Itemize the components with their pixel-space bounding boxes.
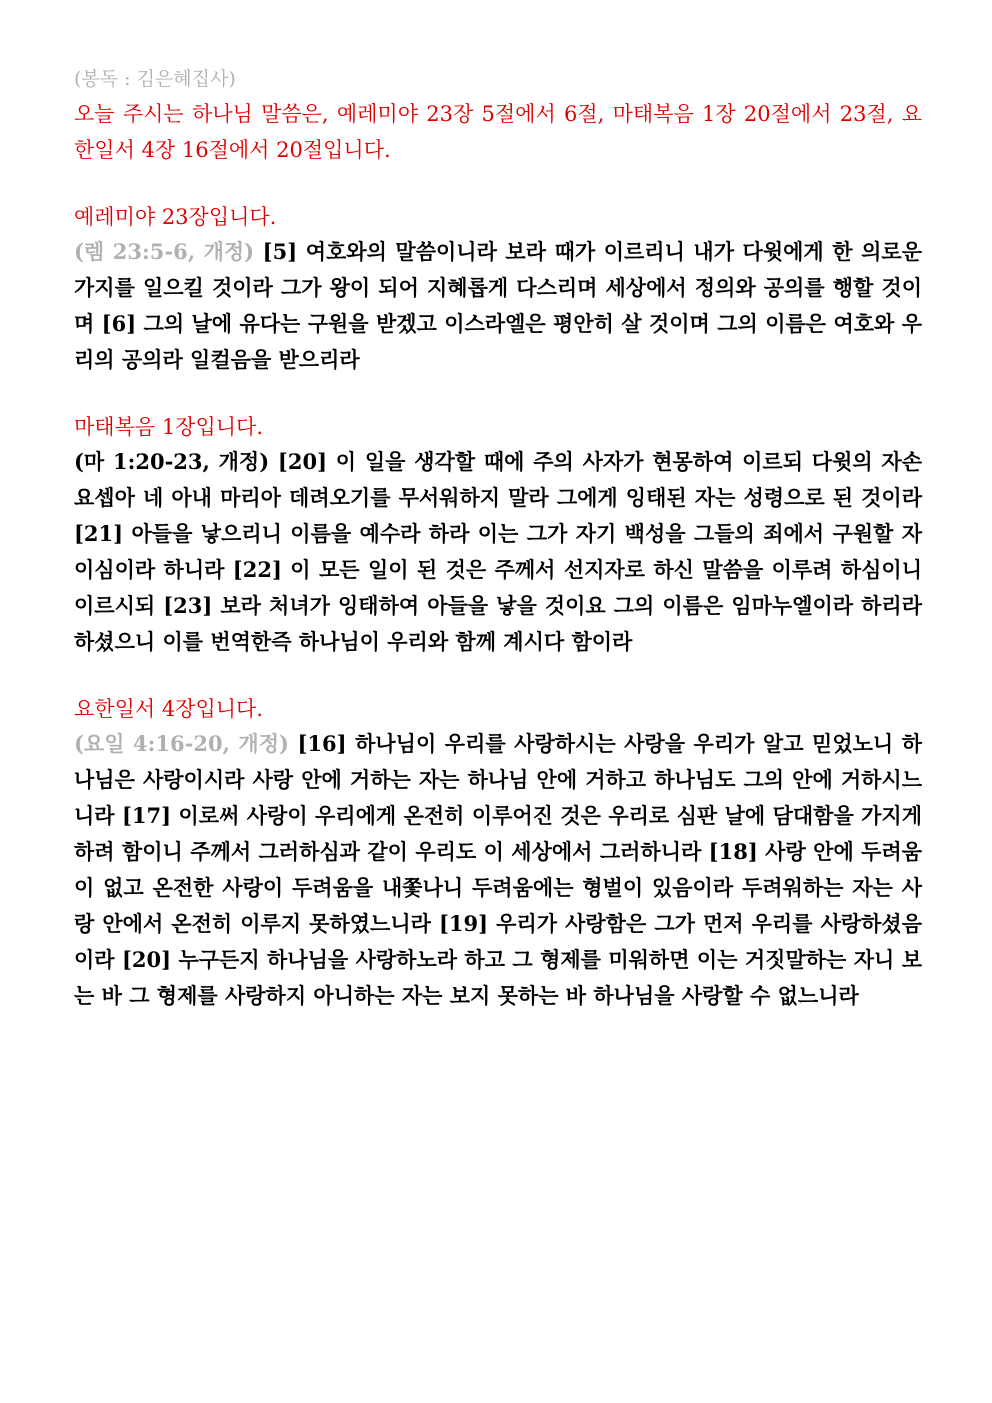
scripture-reference: (마 1:20-23, 개정) [74, 449, 270, 474]
scripture-body: [5] 여호와의 말씀이니라 보라 때가 이르리니 내가 다윗에게 한 의로운 가지를 일으킬 것이라 그가 왕이 되어 지혜롭게 다스리며 세상에서 정의와 공의를 행할 것이며 [6] 그의 날에 유다는 구원을 받겠고 이스라엘은 평안히 살 것이며 그의 이름은 여호와 우리의 공의라 일컬음을 받으리라 [74, 239, 922, 372]
section-matthew [74, 410, 922, 660]
section-title: 요한일서 4장입니다. [74, 697, 263, 721]
scripture-passage [74, 726, 922, 1014]
scripture-passage [74, 234, 922, 378]
document-page [74, 62, 922, 1014]
section-title: 마태복음 1장입니다. [74, 415, 263, 439]
scripture-reference: (요일 4:16-20, 개정) [74, 731, 289, 756]
scripture-body: [16] 하나님이 우리를 사랑하시는 사랑을 우리가 알고 믿었노니 하나님은 사랑이시라 사랑 안에 거하는 자는 하나님 안에 거하고 하나님도 그의 안에 거하시느니라 [17] 이로써 사랑이 우리에게 온전히 이루어진 것은 우리로 심판 날에 담대함을 가지게 하려 함이니 주께서 그러하심과 같이 우리도 이 세상에서 그러하니라 [18] 사랑 안에 두려움이 없고 온전한 사랑이 두려움을 내쫓나니 두려움에는 형벌이 있음이라 두려워하는 자는 사랑 안에서 온전히 이루지 못하였느니라 [19] 우리가 사랑함은 그가 먼저 우리를 사랑하셨음이라 [20] 누구든지 하나님을 사랑하노라 하고 그 형제를 미워하면 이는 거짓말하는 자니 보는 바 그 형제를 사랑하지 아니하는 자는 보지 못하는 바 하나님을 사랑할 수 없느니라 [74, 731, 923, 1008]
scripture-passage [74, 444, 922, 660]
section-1john [74, 692, 922, 1014]
intro-paragraph: 오늘 주시는 하나님 말씀은, 예레미야 23장 5절에서 6절, 마태복음 1장 20절에서 23절, 요한일서 4장 16절에서 20절입니다. [74, 102, 922, 162]
section-jeremiah [74, 200, 922, 378]
scripture-reference: (렘 23:5-6, 개정) [74, 239, 255, 264]
reader-line: (봉독 : 김은혜집사) [74, 68, 236, 90]
section-title: 예레미야 23장입니다. [74, 205, 277, 229]
scripture-body: [20] 이 일을 생각할 때에 주의 사자가 현몽하여 이르되 다윗의 자손 요셉아 네 아내 마리아 데려오기를 무서워하지 말라 그에게 잉태된 자는 성령으로 된 것이라 [21] 아들을 낳으리니 이름을 예수라 하라 이는 그가 자기 백성을 그들의 죄에서 구원할 자이심이라 하니라 [22] 이 모든 일이 된 것은 주께서 선지자로 하신 말씀을 이루려 하심이니 이르시되 [23] 보라 처녀가 잉태하여 아들을 낳을 것이요 그의 이름은 임마누엘이라 하리라 하셨으니 이를 번역한즉 하나님이 우리와 함께 계시다 함이라 [74, 449, 922, 654]
